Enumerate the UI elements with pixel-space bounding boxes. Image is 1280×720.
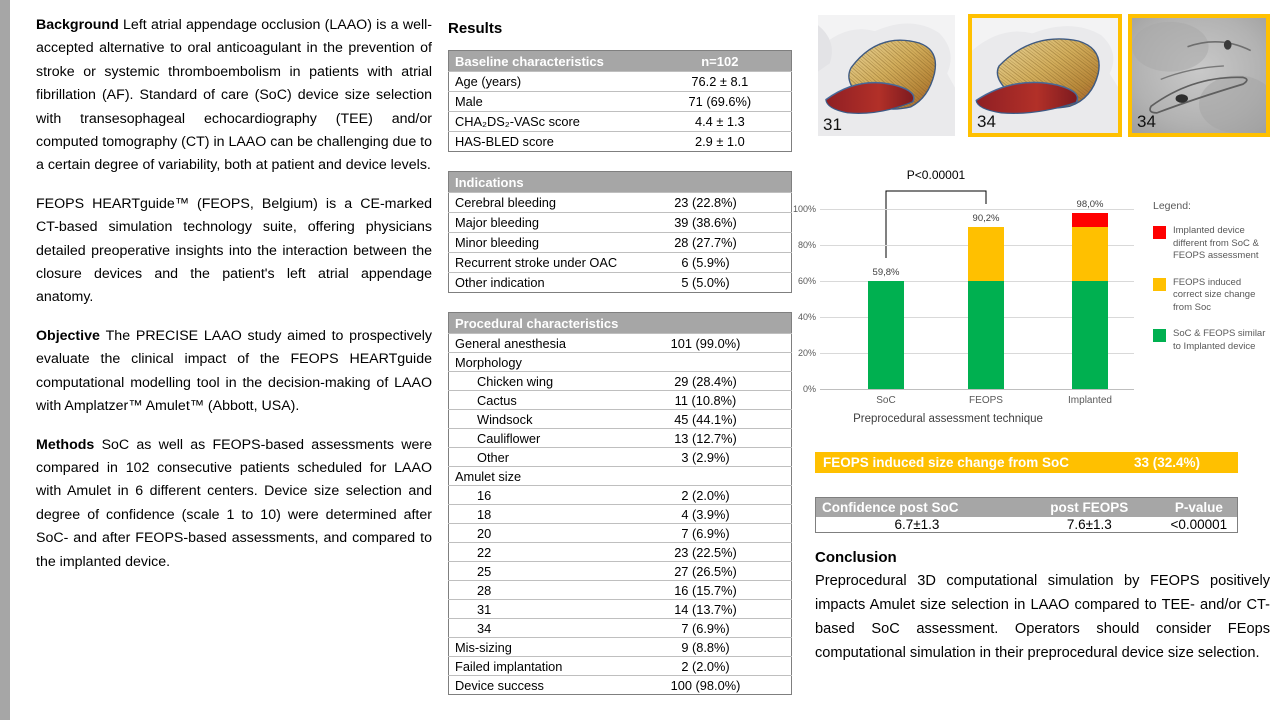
legend-item	[1153, 328, 1271, 353]
background-label: Background	[36, 17, 119, 33]
row-value: 28 (27.7%)	[620, 233, 792, 253]
chart-pvalue-annotation: P<0.00001	[906, 168, 966, 182]
row-value: 76.2 ± 8.1	[649, 72, 792, 92]
chart	[792, 162, 1152, 438]
row-label: Male	[449, 92, 649, 112]
row-label: 18	[449, 505, 621, 524]
table-row	[449, 253, 792, 273]
row-label: General anesthesia	[449, 334, 621, 353]
row-label: Chicken wing	[449, 372, 621, 391]
table-row	[449, 132, 792, 152]
fluoroscopy-image-34	[1128, 14, 1270, 137]
image-size-label: 31	[823, 115, 842, 134]
row-label: 34	[449, 619, 621, 638]
image-size-label: 34	[1137, 112, 1156, 131]
table-row	[449, 112, 792, 132]
conclusion-section	[815, 549, 1270, 665]
chart-legend	[1153, 200, 1271, 367]
row-label: 31	[449, 600, 621, 619]
confidence-table	[815, 497, 1238, 533]
row-label: 28	[449, 581, 621, 600]
table-row	[449, 448, 792, 467]
legend-item-label: SoC & FEOPS similar to Implanted device	[1173, 328, 1266, 352]
row-value: 39 (38.6%)	[620, 213, 792, 233]
conclusion-title: Conclusion	[815, 549, 897, 566]
row-value: 27 (26.5%)	[620, 562, 792, 581]
green-swatch-icon	[1153, 329, 1166, 342]
methods-label: Methods	[36, 436, 95, 453]
row-label: HAS-BLED score	[449, 132, 649, 152]
row-value	[620, 353, 792, 372]
confidence-value-feops: 7.6±1.3	[1018, 517, 1161, 533]
row-value: 5 (5.0%)	[620, 273, 792, 293]
row-value: 3 (2.9%)	[620, 448, 792, 467]
baseline-characteristics-table	[448, 50, 792, 152]
row-label: Recurrent stroke under OAC	[449, 253, 621, 273]
bar-segment	[1072, 227, 1108, 282]
table-row	[449, 467, 792, 486]
table-row	[449, 581, 792, 600]
bar-total-label: 98,0%	[1076, 198, 1104, 210]
x-axis-title: Preprocedural assessment technique	[853, 413, 1043, 425]
indications-table	[448, 171, 792, 293]
simulation-image-34	[968, 14, 1122, 137]
row-label: 25	[449, 562, 621, 581]
row-value: 23 (22.8%)	[620, 193, 792, 213]
table-row	[449, 391, 792, 410]
table-row	[449, 334, 792, 353]
confidence-header-pvalue: P-value	[1161, 498, 1238, 518]
table-row	[449, 410, 792, 429]
row-value: 4.4 ± 1.3	[649, 112, 792, 132]
table-row	[449, 92, 792, 112]
abstract-text-column	[36, 14, 432, 589]
bar-segment	[868, 281, 904, 389]
legend-item	[1153, 225, 1271, 263]
background-paragraph	[36, 14, 432, 178]
table-row	[449, 505, 792, 524]
bar-segment	[968, 227, 1004, 282]
table-row	[449, 372, 792, 391]
row-label: Cactus	[449, 391, 621, 410]
row-label: Windsock	[449, 410, 621, 429]
x-axis-category-label: FEOPS	[969, 395, 1003, 406]
table-row	[816, 517, 1238, 533]
y-axis-tick-label: 80%	[797, 240, 816, 250]
objective-text: The PRECISE LAAO study aimed to prospectively evaluate the clinical impact of the FEOPS HEARTguide computational modelling tool in the decision-making of LAAO with Amplatzer™ Amulet™ (Abbott, USA).	[36, 327, 432, 415]
baseline-table-n: n=102	[649, 51, 792, 72]
indications-table-header: Indications	[449, 172, 792, 193]
row-value: 14 (13.7%)	[620, 600, 792, 619]
bar-segment	[1072, 281, 1108, 389]
confidence-value-soc: 6.7±1.3	[816, 517, 1018, 533]
bar-segment	[1072, 213, 1108, 227]
confidence-header-soc: Confidence post SoC	[816, 498, 1018, 518]
y-axis-tick-label: 40%	[797, 312, 816, 322]
row-value: 2 (2.0%)	[620, 657, 792, 676]
table-row	[449, 233, 792, 253]
row-value: 9 (8.8%)	[620, 638, 792, 657]
conclusion-text: Preprocedural 3D computational simulation by FEOPS positively impacts Amulet size selection in LAAO compared to TEE- and/or CT-based SoC assessment. Operators should consider FEops computational simulation in their preprocedural device size selection.	[815, 573, 1270, 661]
table-row	[449, 273, 792, 293]
row-label: Device success	[449, 676, 621, 695]
row-label: 20	[449, 524, 621, 543]
legend-item	[1153, 277, 1271, 315]
bar-segment	[968, 281, 1004, 389]
table-row	[449, 638, 792, 657]
table-row	[449, 619, 792, 638]
table-row	[449, 193, 792, 213]
baseline-table-header: Baseline characteristics	[449, 51, 649, 72]
y-axis-tick-label: 100%	[792, 204, 816, 214]
simulation-image-31	[818, 15, 955, 136]
row-label: Amulet size	[449, 467, 621, 486]
row-label: Other indication	[449, 273, 621, 293]
row-label: Mis-sizing	[449, 638, 621, 657]
table-row	[449, 524, 792, 543]
row-label: CHA₂DS₂-VASc score	[449, 112, 649, 132]
banner-label: FEOPS induced size change from SoC	[823, 455, 1070, 470]
y-axis-tick-label: 0%	[802, 384, 816, 394]
table-row	[449, 657, 792, 676]
x-axis-category-label: SoC	[876, 395, 896, 406]
red-swatch-icon	[1153, 226, 1166, 239]
table-row	[449, 353, 792, 372]
row-value: 7 (6.9%)	[620, 619, 792, 638]
confidence-header-feops: post FEOPS	[1018, 498, 1161, 518]
y-axis-tick-label: 20%	[797, 348, 816, 358]
row-value: 11 (10.8%)	[620, 391, 792, 410]
chart-legend-items	[1153, 225, 1271, 353]
table-row	[449, 543, 792, 562]
row-label: Cauliflower	[449, 429, 621, 448]
row-value: 13 (12.7%)	[620, 429, 792, 448]
row-value: 23 (22.5%)	[620, 543, 792, 562]
row-value: 6 (5.9%)	[620, 253, 792, 273]
table-row	[449, 562, 792, 581]
legend-item-label: Implanted device different from SoC & FEOPS assessment	[1173, 225, 1259, 261]
table-row	[449, 429, 792, 448]
row-label: Failed implantation	[449, 657, 621, 676]
row-value: 2 (2.0%)	[620, 486, 792, 505]
row-value: 29 (28.4%)	[620, 372, 792, 391]
row-value: 16 (15.7%)	[620, 581, 792, 600]
table-row	[449, 213, 792, 233]
confidence-value-pvalue: <0.00001	[1161, 517, 1238, 533]
row-label: Cerebral bleeding	[449, 193, 621, 213]
row-label: 16	[449, 486, 621, 505]
chart-plot-area	[820, 209, 1134, 390]
procedural-characteristics-table	[448, 312, 792, 695]
background-text: Left atrial appendage occlusion (LAAO) is a well-accepted alternative to oral anticoagulant in the prevention of stroke or systemic thromboembolism in patients with atrial fibrillation (AF). Standard of care (SoC) device size selection with transesophageal echocardiography (TEE) and/or computed tomography (CT) in LAAO can be challenging due to a certain degree of variability, both at patient and device levels.	[36, 17, 432, 174]
row-label: 22	[449, 543, 621, 562]
row-label: Other	[449, 448, 621, 467]
objective-paragraph	[36, 325, 432, 419]
feops-paragraph	[36, 193, 432, 310]
row-label: Major bleeding	[449, 213, 621, 233]
legend-item-label: FEOPS induced correct size change from Soc	[1173, 276, 1256, 313]
table-row	[449, 676, 792, 695]
objective-label: Objective	[36, 327, 100, 344]
table-row	[449, 72, 792, 92]
results-column	[448, 20, 792, 714]
row-value: 101 (99.0%)	[620, 334, 792, 353]
methods-text: SoC as well as FEOPS-based assessments were compared in 102 consecutive patients scheduled for LAAO with Amulet in 6 different centers. Device size selection and degree of confidence (scale 1 to 10) were determined after SoC- and after FEOPS-based assessments, and compared to the implanted device.	[36, 436, 432, 570]
row-value: 71 (69.6%)	[649, 92, 792, 112]
left-edge-bar	[0, 0, 10, 720]
row-value	[620, 467, 792, 486]
yellow-swatch-icon	[1153, 278, 1166, 291]
image-size-label: 34	[977, 112, 996, 131]
row-value: 4 (3.9%)	[620, 505, 792, 524]
row-value: 45 (44.1%)	[620, 410, 792, 429]
table-row	[449, 600, 792, 619]
row-label: Age (years)	[449, 72, 649, 92]
results-title: Results	[448, 20, 503, 37]
bar-total-label: 59,8%	[872, 267, 900, 279]
legend-title: Legend:	[1153, 200, 1191, 212]
row-label: Minor bleeding	[449, 233, 621, 253]
methods-paragraph	[36, 434, 432, 574]
banner-value: 33 (32.4%)	[1133, 455, 1200, 470]
feops-text: FEOPS HEARTguide™ (FEOPS, Belgium) is a CE-marked CT-based simulation technology suite, offering physicians detailed preoperative insights into the interaction between the closure devices and the patient's left atrial appendage anatomy.	[36, 195, 432, 306]
table-row	[449, 486, 792, 505]
bar-total-label: 90,2%	[972, 212, 1000, 224]
x-axis-category-label: Implanted	[1068, 395, 1112, 406]
row-value: 7 (6.9%)	[620, 524, 792, 543]
row-value: 100 (98.0%)	[620, 676, 792, 695]
row-value: 2.9 ± 1.0	[649, 132, 792, 152]
size-change-banner	[815, 452, 1238, 473]
procedural-table-header: Procedural characteristics	[449, 313, 792, 334]
row-label: Morphology	[449, 353, 621, 372]
y-axis-tick-label: 60%	[797, 276, 816, 286]
